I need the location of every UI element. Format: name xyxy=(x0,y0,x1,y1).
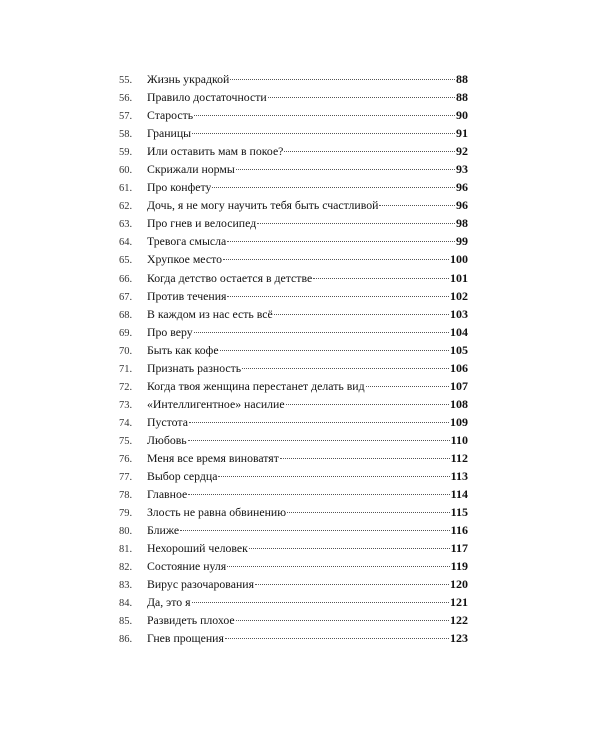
toc-entry xyxy=(119,196,468,214)
toc-entry xyxy=(119,160,468,178)
toc-entry xyxy=(119,323,468,341)
toc-entry-title: Быть как кофе xyxy=(147,342,219,357)
dot-leader xyxy=(223,259,449,260)
toc-entry-title: Хрупкое место xyxy=(147,252,222,267)
dot-leader xyxy=(230,79,455,80)
toc-entry-number: 75. xyxy=(119,435,133,447)
toc-entry-title: Любовь xyxy=(147,432,187,447)
toc-entry-title: Злость не равна обвинению xyxy=(147,505,287,520)
toc-entry-number: 71. xyxy=(119,363,133,375)
dot-leader xyxy=(379,205,455,206)
toc-entry-page-number: 107 xyxy=(450,378,468,393)
toc-entry-number: 62. xyxy=(119,201,133,213)
dot-leader xyxy=(194,332,449,333)
toc-entry-title: Про конфету xyxy=(147,180,212,195)
dot-leader xyxy=(255,584,449,585)
toc-entry-page-number: 106 xyxy=(450,360,468,375)
toc-entry-title: Когда детство остается в детстве xyxy=(147,270,313,285)
toc-entry-title: Старость xyxy=(147,108,194,123)
dot-leader xyxy=(249,548,450,549)
toc-entry-title: Дочь, я не могу научить тебя быть счастливой xyxy=(147,198,379,213)
toc-entry xyxy=(119,611,468,629)
dot-leader xyxy=(212,187,455,188)
toc-entry-title: Скрижали нормы xyxy=(147,162,235,177)
toc-entry-page-number: 120 xyxy=(450,577,468,592)
toc-entry-title: Главное xyxy=(147,487,188,502)
toc-entry-page-number: 102 xyxy=(450,288,468,303)
toc-entry-title: Против течения xyxy=(147,288,227,303)
toc-entry xyxy=(119,269,468,287)
toc-entry-page-number: 117 xyxy=(450,541,468,556)
toc-entry-title: Состояние нуля xyxy=(147,559,227,574)
toc-entry xyxy=(119,341,468,359)
toc-entry xyxy=(119,88,468,106)
toc-entry xyxy=(119,485,468,503)
dot-leader xyxy=(194,115,455,116)
toc-entry-title: Нехороший человек xyxy=(147,541,248,556)
dot-leader xyxy=(225,638,449,639)
toc-entry-title: Да, это я xyxy=(147,595,191,610)
toc-entry-title: Правило достаточности xyxy=(147,90,267,105)
toc-entry-page-number: 123 xyxy=(450,631,468,646)
toc-entry xyxy=(119,521,468,539)
toc-entry-number: 74. xyxy=(119,417,133,429)
toc-entry xyxy=(119,142,468,160)
toc-entry xyxy=(119,106,468,124)
dot-leader xyxy=(192,602,449,603)
toc-entry-title: Вирус разочарования xyxy=(147,577,254,592)
toc-entry-number: 59. xyxy=(119,147,133,159)
toc-entry-title: Границы xyxy=(147,126,192,141)
toc-entry-number: 69. xyxy=(119,327,133,339)
toc-entry xyxy=(119,395,468,413)
toc-entry-number: 80. xyxy=(119,526,133,538)
dot-leader xyxy=(236,620,449,621)
dot-leader xyxy=(313,278,449,279)
toc-entry-title: Про гнев и велосипед xyxy=(147,216,257,231)
toc-entry-page-number: 119 xyxy=(450,559,468,574)
toc-entry xyxy=(119,232,468,250)
dot-leader xyxy=(188,494,449,495)
toc-entry-number: 84. xyxy=(119,598,133,610)
toc-entry xyxy=(119,539,468,557)
toc-entry-page-number: 96 xyxy=(456,180,468,195)
toc-entry-page-number: 105 xyxy=(450,342,468,357)
toc-entry-number: 56. xyxy=(119,93,133,105)
toc-entry xyxy=(119,449,468,467)
toc-entry xyxy=(119,178,468,196)
toc-entry-page-number: 88 xyxy=(456,72,468,86)
toc-entry-number: 83. xyxy=(119,580,133,592)
dot-leader xyxy=(189,422,449,423)
toc-entry-number: 68. xyxy=(119,309,133,321)
toc-entry-title: Про веру xyxy=(147,324,193,339)
dot-leader xyxy=(242,368,449,369)
toc-entry xyxy=(119,629,468,647)
dot-leader xyxy=(218,476,449,477)
toc-entry-number: 73. xyxy=(119,399,133,411)
dot-leader xyxy=(227,241,455,242)
toc-entry-page-number: 115 xyxy=(450,505,468,520)
toc-entry-page-number: 104 xyxy=(450,324,468,339)
toc-entry-number: 66. xyxy=(119,273,133,285)
toc-entry-title: Пустота xyxy=(147,414,188,429)
dot-leader xyxy=(192,133,455,134)
toc-entry-title: Тревога смысла xyxy=(147,234,227,249)
toc-entry-page-number: 110 xyxy=(450,432,468,447)
toc-entry-number: 72. xyxy=(119,381,133,393)
toc-entry xyxy=(119,305,468,323)
toc-entry xyxy=(119,467,468,485)
toc-entry-title: Меня все время виноватят xyxy=(147,450,279,465)
toc-entry-number: 77. xyxy=(119,472,133,484)
dot-leader xyxy=(280,458,450,459)
toc-entry xyxy=(119,503,468,521)
toc-entry-page-number: 109 xyxy=(450,414,468,429)
toc-entry-page-number: 108 xyxy=(450,396,468,411)
toc-entry-page-number: 114 xyxy=(450,487,468,502)
toc-entry xyxy=(119,377,468,395)
toc-entry-title: Жизнь украдкой xyxy=(147,72,230,86)
dot-leader xyxy=(188,440,450,441)
toc-entry xyxy=(119,287,468,305)
toc-entry xyxy=(119,575,468,593)
toc-entry-number: 82. xyxy=(119,562,133,574)
toc-entry-page-number: 116 xyxy=(450,523,468,538)
toc-entry-page-number: 93 xyxy=(456,162,468,177)
toc-entry xyxy=(119,70,468,88)
toc-entry-number: 70. xyxy=(119,345,133,357)
toc-entry-page-number: 90 xyxy=(456,108,468,123)
dot-leader xyxy=(366,386,449,387)
toc-entry-page-number: 99 xyxy=(456,234,468,249)
toc-entry-title: Развидеть плохое xyxy=(147,613,235,628)
dot-leader xyxy=(220,350,449,351)
toc-entry xyxy=(119,593,468,611)
toc-entry-page-number: 112 xyxy=(450,450,468,465)
toc-entry-number: 63. xyxy=(119,219,133,231)
toc-entry-number: 64. xyxy=(119,237,133,249)
dot-leader xyxy=(274,314,449,315)
toc-entry-number: 81. xyxy=(119,544,133,556)
toc-entry-number: 76. xyxy=(119,453,133,465)
toc-entry-page-number: 122 xyxy=(450,613,468,628)
dot-leader xyxy=(227,296,449,297)
toc-entry-page-number: 101 xyxy=(450,270,468,285)
toc-entry-title: В каждом из нас есть всё xyxy=(147,306,273,321)
dot-leader xyxy=(287,512,450,513)
toc-entry-title: Или оставить мам в покое? xyxy=(147,144,284,159)
toc-entry xyxy=(119,557,468,575)
toc-entry-number: 57. xyxy=(119,111,133,123)
toc-entry-page-number: 98 xyxy=(456,216,468,231)
table-of-contents xyxy=(119,70,468,648)
dot-leader xyxy=(286,404,449,405)
toc-entry-page-number: 91 xyxy=(456,126,468,141)
dot-leader xyxy=(284,151,455,152)
toc-entry xyxy=(119,124,468,142)
toc-entry-title: Признать разность xyxy=(147,360,242,375)
toc-entry-page-number: 113 xyxy=(450,469,468,484)
toc-entry xyxy=(119,250,468,268)
toc-entry-number: 60. xyxy=(119,165,133,177)
toc-entry-number: 61. xyxy=(119,183,133,195)
toc-entry xyxy=(119,359,468,377)
dot-leader xyxy=(180,530,450,531)
toc-entry xyxy=(119,431,468,449)
toc-entry-page-number: 121 xyxy=(450,595,468,610)
toc-entry-title: «Интеллигентное» насилие xyxy=(147,396,285,411)
toc-entry-page-number: 88 xyxy=(456,90,468,105)
dot-leader xyxy=(236,169,455,170)
dot-leader xyxy=(257,223,455,224)
toc-entry-title: Ближе xyxy=(147,523,180,538)
toc-entry-number: 85. xyxy=(119,616,133,628)
toc-entry-title: Гнев прощения xyxy=(147,631,224,646)
toc-entry-number: 65. xyxy=(119,255,133,267)
dot-leader xyxy=(268,97,455,98)
toc-entry-page-number: 92 xyxy=(456,144,468,159)
toc-entry-page-number: 103 xyxy=(450,306,468,321)
dot-leader xyxy=(227,566,449,567)
toc-entry-title: Когда твоя женщина перестанет делать вид xyxy=(147,378,365,393)
toc-entry-page-number: 96 xyxy=(456,198,468,213)
toc-entry-number: 55. xyxy=(119,75,133,86)
toc-entry-number: 58. xyxy=(119,129,133,141)
toc-entry-title: Выбор сердца xyxy=(147,469,218,484)
toc-entry-page-number: 100 xyxy=(450,252,468,267)
toc-entry xyxy=(119,214,468,232)
toc-entry-number: 79. xyxy=(119,508,133,520)
toc-entry-number: 78. xyxy=(119,490,133,502)
toc-entry-number: 67. xyxy=(119,291,133,303)
toc-entry xyxy=(119,413,468,431)
toc-entry-number: 86. xyxy=(119,634,133,646)
